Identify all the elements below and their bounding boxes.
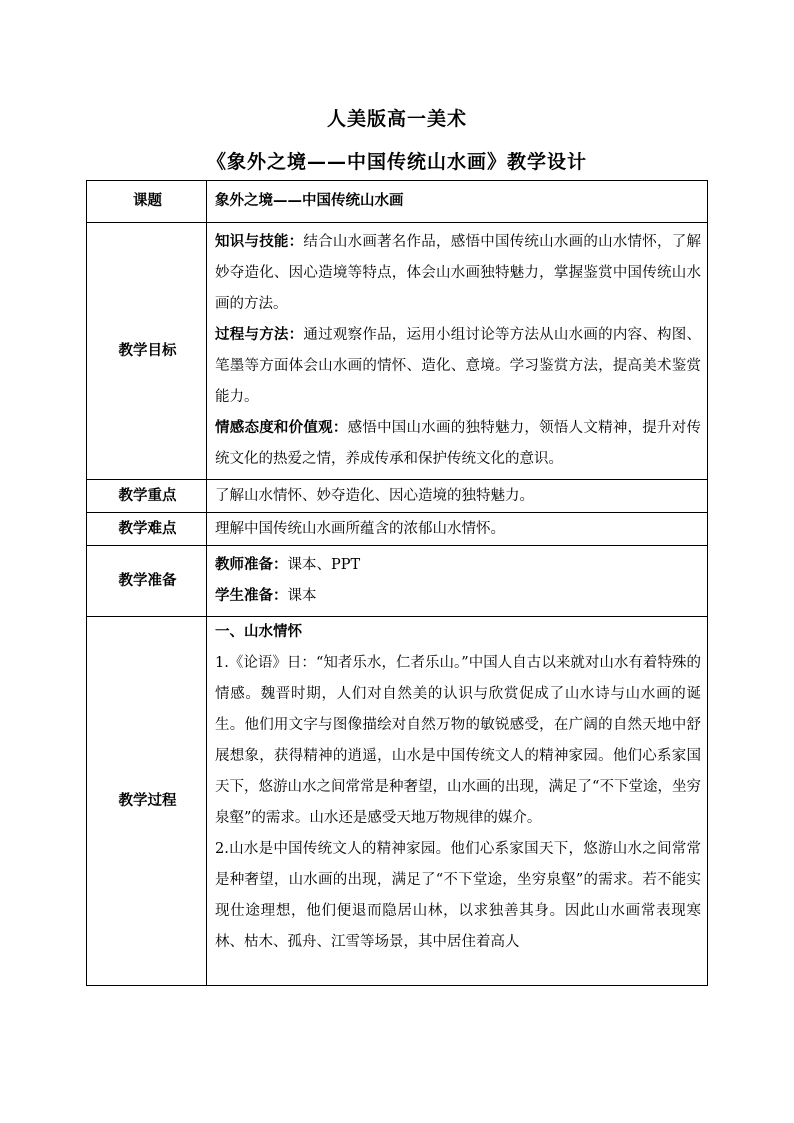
key-points-label: 教学重点 — [87, 480, 207, 513]
preparation-label: 教学准备 — [87, 546, 207, 617]
difficulties-label: 教学难点 — [87, 513, 207, 546]
table-row-difficulties — [87, 513, 708, 546]
table-row-process — [87, 617, 708, 986]
student-prep-label: 学生准备： — [215, 588, 288, 604]
process-content — [207, 617, 708, 986]
objective-process: 过程与方法：通过观察作品，运用小组讨论等方法从山水画的内容、构图、笔墨等方面体会山水画的情怀、造化、意境。学习鉴赏方法，提高美术鉴赏能力。 — [215, 327, 701, 405]
teacher-prep-label: 教师准备： — [215, 557, 288, 573]
document-title-line1: 人美版高一美术 — [326, 108, 467, 130]
objectives-label: 教学目标 — [87, 223, 207, 480]
objectives-content — [207, 223, 708, 480]
key-points-value: 了解山水情怀、妙夺造化、因心造境的独特魅力。 — [207, 480, 708, 513]
objective-attitude: 情感态度和价值观：感悟中国山水画的独特魅力，领悟人文精神，提升对传统文化的热爱之情，养成传承和保护传统文化的意识。 — [215, 420, 701, 467]
objective-knowledge: 知识与技能：结合山水画著名作品，感悟中国传统山水画的山水情怀，了解妙夺造化、因心造境等特点，体会山水画独特魅力，掌握鉴赏中国传统山水画的方法。 — [215, 234, 701, 312]
table-row-preparation — [87, 546, 708, 617]
table-row-topic — [87, 181, 708, 223]
process-section-title: 一、山水情怀 — [215, 624, 302, 640]
document-title-line2: 《象外之境——中国传统山水画》教学设计 — [206, 151, 587, 173]
teacher-prep-value: 课本、PPT — [287, 557, 361, 573]
process-paragraph-2: 2.山水是中国传统文人的精神家园。他们心系家国天下，悠游山水之间常常是种奢望，山水画的出现，满足了“不下堂途，坐穷泉壑”的需求。若不能实现仕途理想，他们便退而隐居山林，以求独善其身。因此山水画常表现寒林、枯木、孤舟、江雪等场景，其中居住着高人 — [215, 841, 701, 950]
topic-label: 课题 — [87, 181, 207, 223]
table-row-objectives — [87, 223, 708, 480]
process-label: 教学过程 — [87, 617, 207, 986]
difficulties-value: 理解中国传统山水画所蕴含的浓郁山水情怀。 — [207, 513, 708, 546]
lesson-plan-table — [86, 180, 708, 986]
process-paragraph-1: 1.《论语》日：“知者乐水，仁者乐山。”中国人自古以来就对山水有着特殊的情感。魏晋时期，人们对自然美的认识与欣赏促成了山水诗与山水画的诞生。他们用文字与图像描绘对自然万物的敏锐感受，在广阔的自然天地中舒展想象，获得精神的逍遥，山水是中国传统文人的精神家园。他们心系家国天下，悠游山水之间常常是种奢望，山水画的出现，满足了“不下堂途，坐穷泉壑”的需求。山水还是感受天地万物规律的媒介。 — [215, 655, 701, 826]
table-row-key-points — [87, 480, 708, 513]
preparation-content — [207, 546, 708, 617]
topic-value: 象外之境——中国传统山水画 — [215, 193, 404, 209]
student-prep-value: 课本 — [287, 588, 317, 604]
